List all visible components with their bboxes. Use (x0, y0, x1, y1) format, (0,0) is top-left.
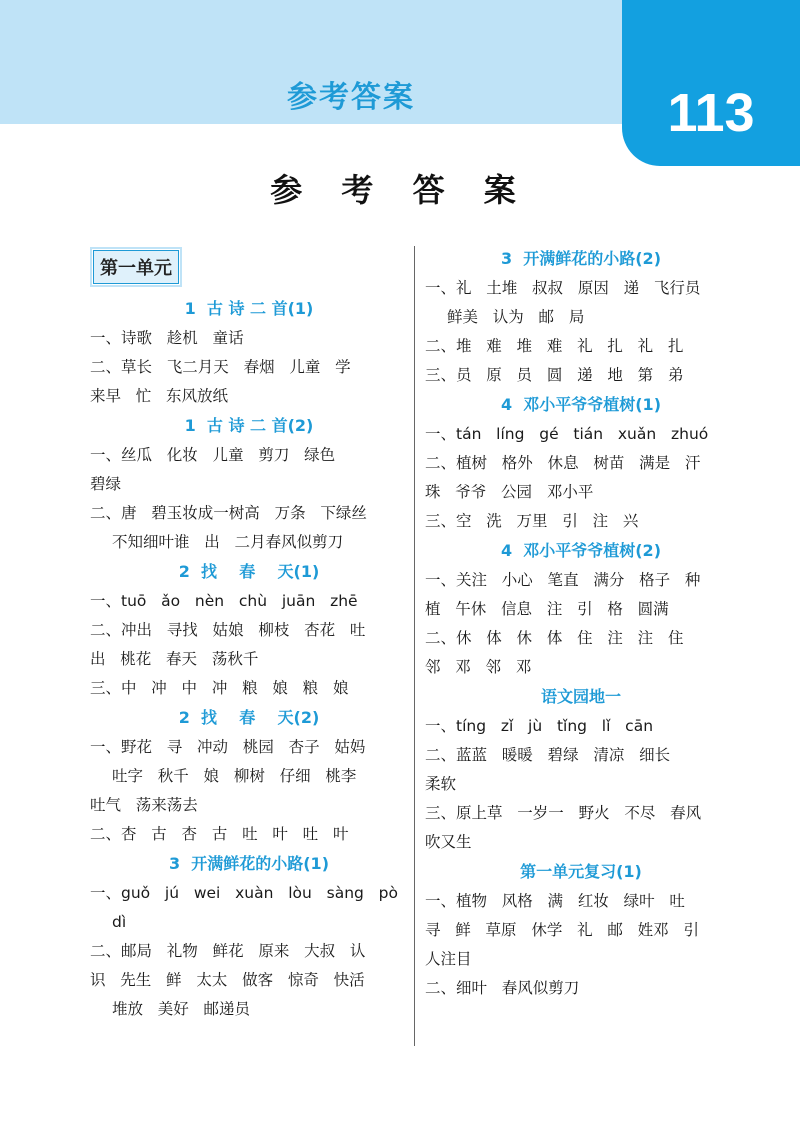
answer-line: 三、中 冲 中 冲 粮 娘 粮 娘 (90, 679, 349, 697)
page-number: 113 (667, 83, 755, 143)
answer-line: 二、冲出 寻找 姑娘 柳枝 杏花 吐 (90, 621, 366, 639)
answer-line: 二、唐 碧玉妆成一树高 万条 下绿丝 (90, 504, 367, 522)
section-heading: 3 开满鲜花的小路(2) (500, 249, 662, 268)
section-heading: 4 邓小平爷爷植树(1) (500, 395, 662, 414)
answer-line: 堆放 美好 邮递员 (112, 1000, 251, 1018)
header-label: 参考答案 (287, 80, 415, 115)
answer-line: 碧绿 (90, 475, 122, 493)
answer-line: 寻 鲜 草原 休学 礼 邮 姓邓 引 (425, 921, 699, 939)
answer-line: 一、野花 寻 冲动 桃园 杏子 姑妈 (90, 738, 366, 756)
answer-line: 邻 邓 邻 邓 (425, 658, 532, 676)
answer-line: 吐字 秋千 娘 柳树 仔细 桃李 (112, 767, 357, 785)
answer-line: 一、植物 风格 满 红妆 绿叶 吐 (425, 892, 685, 910)
answer-line: 植 午休 信息 注 引 格 圆满 (425, 600, 669, 618)
page-number-tab (622, 0, 800, 166)
answer-line: 三、员 原 员 圆 递 地 第 弟 (425, 366, 684, 384)
section-heading: 4 邓小平爷爷植树(2) (500, 541, 662, 560)
answer-line: 二、植树 格外 休息 树苗 满是 汗 (425, 454, 701, 472)
answer-line: 二、蓝蓝 暖暖 碧绿 清凉 细长 (425, 746, 671, 764)
answer-line: 不知细叶谁 出 二月春风似剪刀 (112, 533, 344, 551)
answer-line: 柔软 (425, 775, 457, 793)
answer-line: 吹又生 (425, 833, 472, 851)
left-column (90, 244, 408, 1024)
answer-line: dì (112, 913, 127, 931)
answer-line: 人注目 (425, 950, 472, 968)
section-heading: 语文园地一 (540, 687, 621, 706)
answer-line: 二、杏 古 杏 古 吐 叶 吐 叶 (90, 825, 349, 843)
answer-line: 三、原上草 一岁一 野火 不尽 春风 (425, 804, 702, 822)
answer-line: 一、诗歌 趁机 童话 (90, 329, 244, 347)
section-heading: 2 找 春 天(1) (178, 562, 320, 581)
answer-line: 识 先生 鲜 太太 做客 惊奇 快活 (90, 971, 365, 989)
section-heading: 第一单元复习(1) (520, 862, 642, 881)
answer-line: 二、细叶 春风似剪刀 (425, 979, 580, 997)
section-heading: 3 开满鲜花的小路(1) (168, 854, 330, 873)
answer-line: 一、丝瓜 化妆 儿童 剪刀 绿色 (90, 446, 336, 464)
page-title: 参 考 答 案 (270, 171, 530, 209)
answer-line: 一、tíng zǐ jù tǐng lǐ cān (425, 717, 654, 735)
answer-line: 来早 忙 东风放纸 (90, 387, 229, 405)
answer-line: 二、休 体 休 体 住 注 注 住 (425, 629, 684, 647)
section-heading: 1 古 诗 二 首(1) (184, 299, 314, 318)
answer-line: 珠 爷爷 公园 邓小平 (425, 483, 594, 501)
answer-line: 鲜美 认为 邮 局 (447, 308, 585, 326)
answer-line: 一、tán líng gé tián xuǎn zhuó (425, 425, 709, 443)
answer-line: 二、邮局 礼物 鲜花 原来 大叔 认 (90, 942, 366, 960)
section-heading: 2 找 春 天(2) (178, 708, 320, 727)
answer-line: 一、guǒ jú wei xuàn lòu sàng pò (90, 884, 398, 902)
unit-badge: 第一单元 (93, 250, 179, 284)
section-heading: 1 古 诗 二 首(2) (184, 416, 314, 435)
answer-line: 一、tuō ǎo nèn chù juān zhē (90, 592, 358, 610)
right-column (425, 244, 737, 1003)
answer-line: 一、关注 小心 笔直 满分 格子 种 (425, 571, 701, 589)
header-band (0, 0, 625, 124)
answer-line: 三、空 洗 万里 引 注 兴 (425, 512, 639, 530)
answer-line: 一、礼 土堆 叔叔 原因 递 飞行员 (425, 279, 701, 297)
answer-line: 吐气 荡来荡去 (90, 796, 198, 814)
answer-line: 二、堆 难 堆 难 礼 扎 礼 扎 (425, 337, 684, 355)
column-divider (414, 246, 415, 1046)
answer-line: 出 桃花 春天 荡秋千 (90, 650, 259, 668)
answer-line: 二、草长 飞二月天 春烟 儿童 学 (90, 358, 351, 376)
